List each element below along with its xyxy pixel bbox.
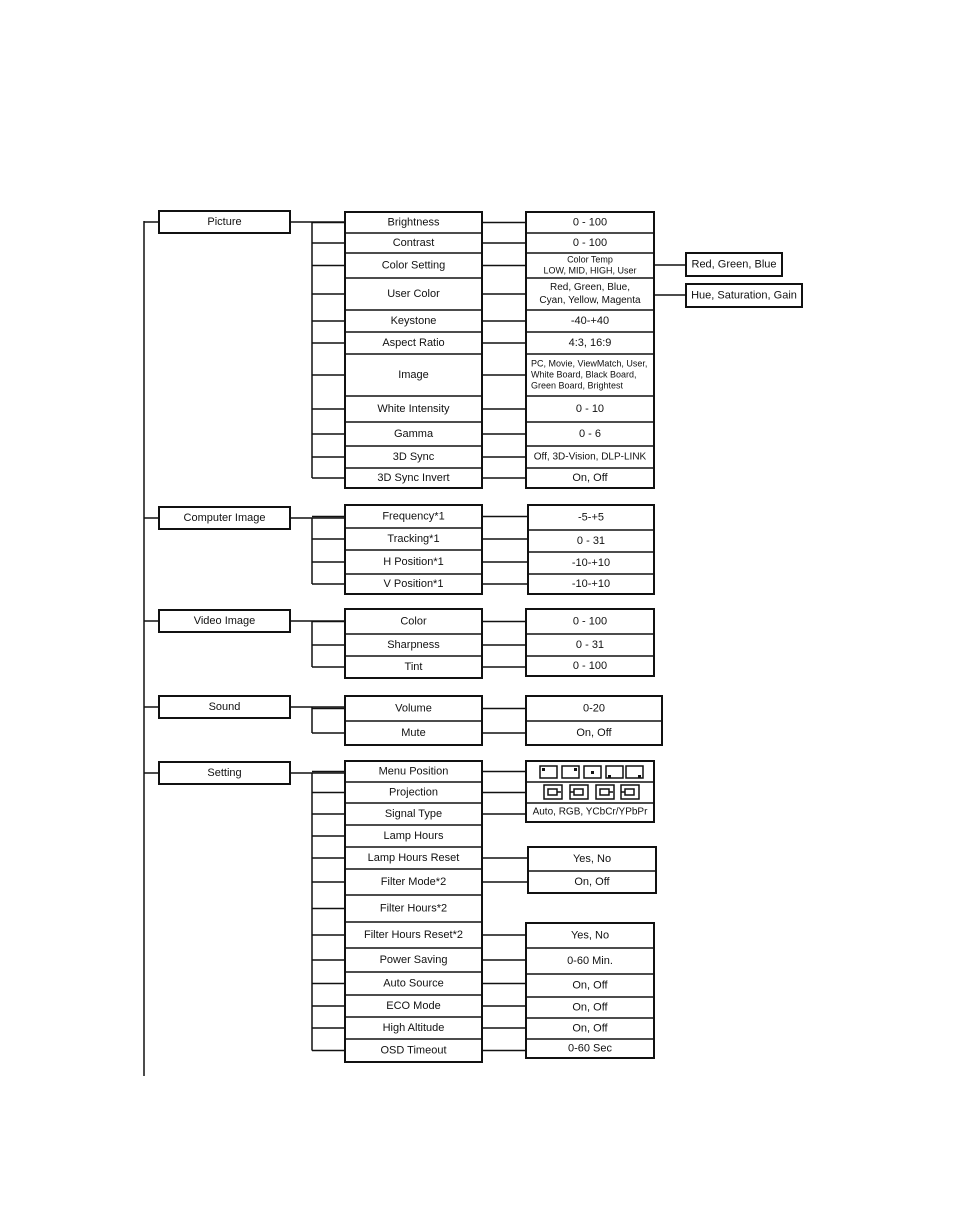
category-computer-image-node [159,507,290,529]
picture-item-label: 3D Sync Invert [377,471,450,484]
picture-item-label: Image [398,368,429,381]
picture-value-label: -40-+40 [570,314,610,327]
picture-item-label: Brightness [387,216,440,229]
picture-value-label: 0 - 10 [575,402,605,415]
setting-lower-value-label: 0-60 Min. [567,954,613,967]
position-bottom-right-icon [626,766,643,778]
video-image-value-label: 0 - 100 [572,659,608,672]
video-image-item-label: Tint [404,660,423,673]
picture-value-label: 4:3, 16:9 [568,336,612,349]
computer-image-item-label: Frequency*1 [382,510,445,523]
picture-value-label: White Board, Black Board, [531,369,637,380]
setting-item-label: Power Saving [379,953,448,966]
setting-item-label: Menu Position [378,765,449,778]
picture-item-label: Keystone [390,314,437,327]
video-image-item-label: Sharpness [387,638,440,651]
setting-item-label: High Altitude [382,1021,445,1034]
position-center-icon [584,766,601,778]
category-setting-node [159,762,290,784]
projection-front-icon [544,785,562,799]
picture-value-label: 0 - 6 [578,427,602,440]
setting-item-label: Lamp Hours Reset [367,851,460,864]
sound-item-label: Mute [401,726,426,739]
picture-item-label: Aspect Ratio [382,336,445,349]
picture-value-label: Off, 3D-Vision, DLP-LINK [533,451,647,463]
computer-image-value-label: 0 - 31 [576,534,606,547]
position-top-right-icon [562,766,579,778]
picture-value-label: LOW, MID, HIGH, User [543,265,637,276]
setting-item-label: Signal Type [384,807,443,820]
position-bottom-left-icon [606,766,623,778]
category-picture-node [159,211,290,233]
picture-item-label: Color Setting [381,259,446,272]
picture-value-label: Red, Green, Blue, [549,282,631,294]
category-video-image-label: Video Image [193,614,256,627]
sound-value-label: 0-20 [582,702,606,715]
computer-image-value-label: -10-+10 [571,556,611,569]
setting-lower-value-label: On, Off [572,979,608,992]
setting-lower-value-label: Yes, No [570,929,610,942]
setting-item-label: Filter Hours Reset*2 [363,928,464,941]
setting-item-label: OSD Timeout [380,1044,447,1057]
picture-value-label: Green Board, Brightest [531,380,624,391]
setting-item-label: ECO Mode [386,999,441,1012]
category-picture-label: Picture [207,215,242,228]
projection-ceiling-rear-icon [621,785,639,799]
picture-value-label: PC, Movie, ViewMatch, User, [531,358,648,369]
picture-value-label: 0 - 100 [572,216,608,229]
lamp-reset-value-label: Yes, No [572,852,612,865]
setting-item-label: Filter Hours*2 [379,902,448,915]
setting-lower-value-label: On, Off [572,1001,608,1014]
computer-image-item-label: V Position*1 [383,577,444,590]
picture-value-label: 0 - 100 [572,236,608,249]
picture-value-label: Color Temp [567,254,613,265]
picture-value-label: Cyan, Yellow, Magenta [539,295,641,307]
category-computer-image-label: Computer Image [183,511,266,524]
setting-item-label: Projection [389,786,438,799]
category-setting-label: Setting [207,766,242,779]
computer-image-item-label: H Position*1 [383,555,444,568]
setting-item-label: Filter Mode*2 [380,875,447,888]
setting-lower-value-label: On, Off [572,1022,608,1035]
setting-lower-value-label: 0-60 Sec [567,1042,613,1055]
picture-item-label: User Color [387,287,440,300]
projection-rear-icon [570,785,588,799]
setting-item-label: Lamp Hours [383,829,444,842]
sound-item-label: Volume [395,702,432,715]
video-image-value-label: 0 - 31 [575,638,605,651]
lamp-reset-value-label: On, Off [574,875,610,888]
color-temp-extra-label: Red, Green, Blue [691,258,777,271]
picture-item-label: White Intensity [377,402,450,415]
picture-item-label: Contrast [392,236,435,249]
picture-value-label: On, Off [572,471,608,484]
computer-image-value-label: -5-+5 [578,511,604,524]
picture-item-label: Gamma [393,427,434,440]
setting-item-label: Auto Source [383,977,444,990]
projection-ceiling-front-icon [596,785,614,799]
category-sound-node [159,696,290,718]
category-sound-label: Sound [208,700,241,713]
video-image-value-label: 0 - 100 [572,615,608,628]
picture-item-label: 3D Sync [392,450,435,463]
user-color-extra-label: Hue, Saturation, Gain [691,289,797,302]
category-video-image-node [159,610,290,632]
sound-value-label: On, Off [576,726,612,739]
computer-image-item-label: Tracking*1 [387,532,440,545]
computer-image-value-label: -10-+10 [571,577,611,590]
signal-type-value-label: Auto, RGB, YCbCr/YPbPr [532,806,648,818]
position-top-left-icon [540,766,557,778]
video-image-item-label: Color [400,615,427,628]
